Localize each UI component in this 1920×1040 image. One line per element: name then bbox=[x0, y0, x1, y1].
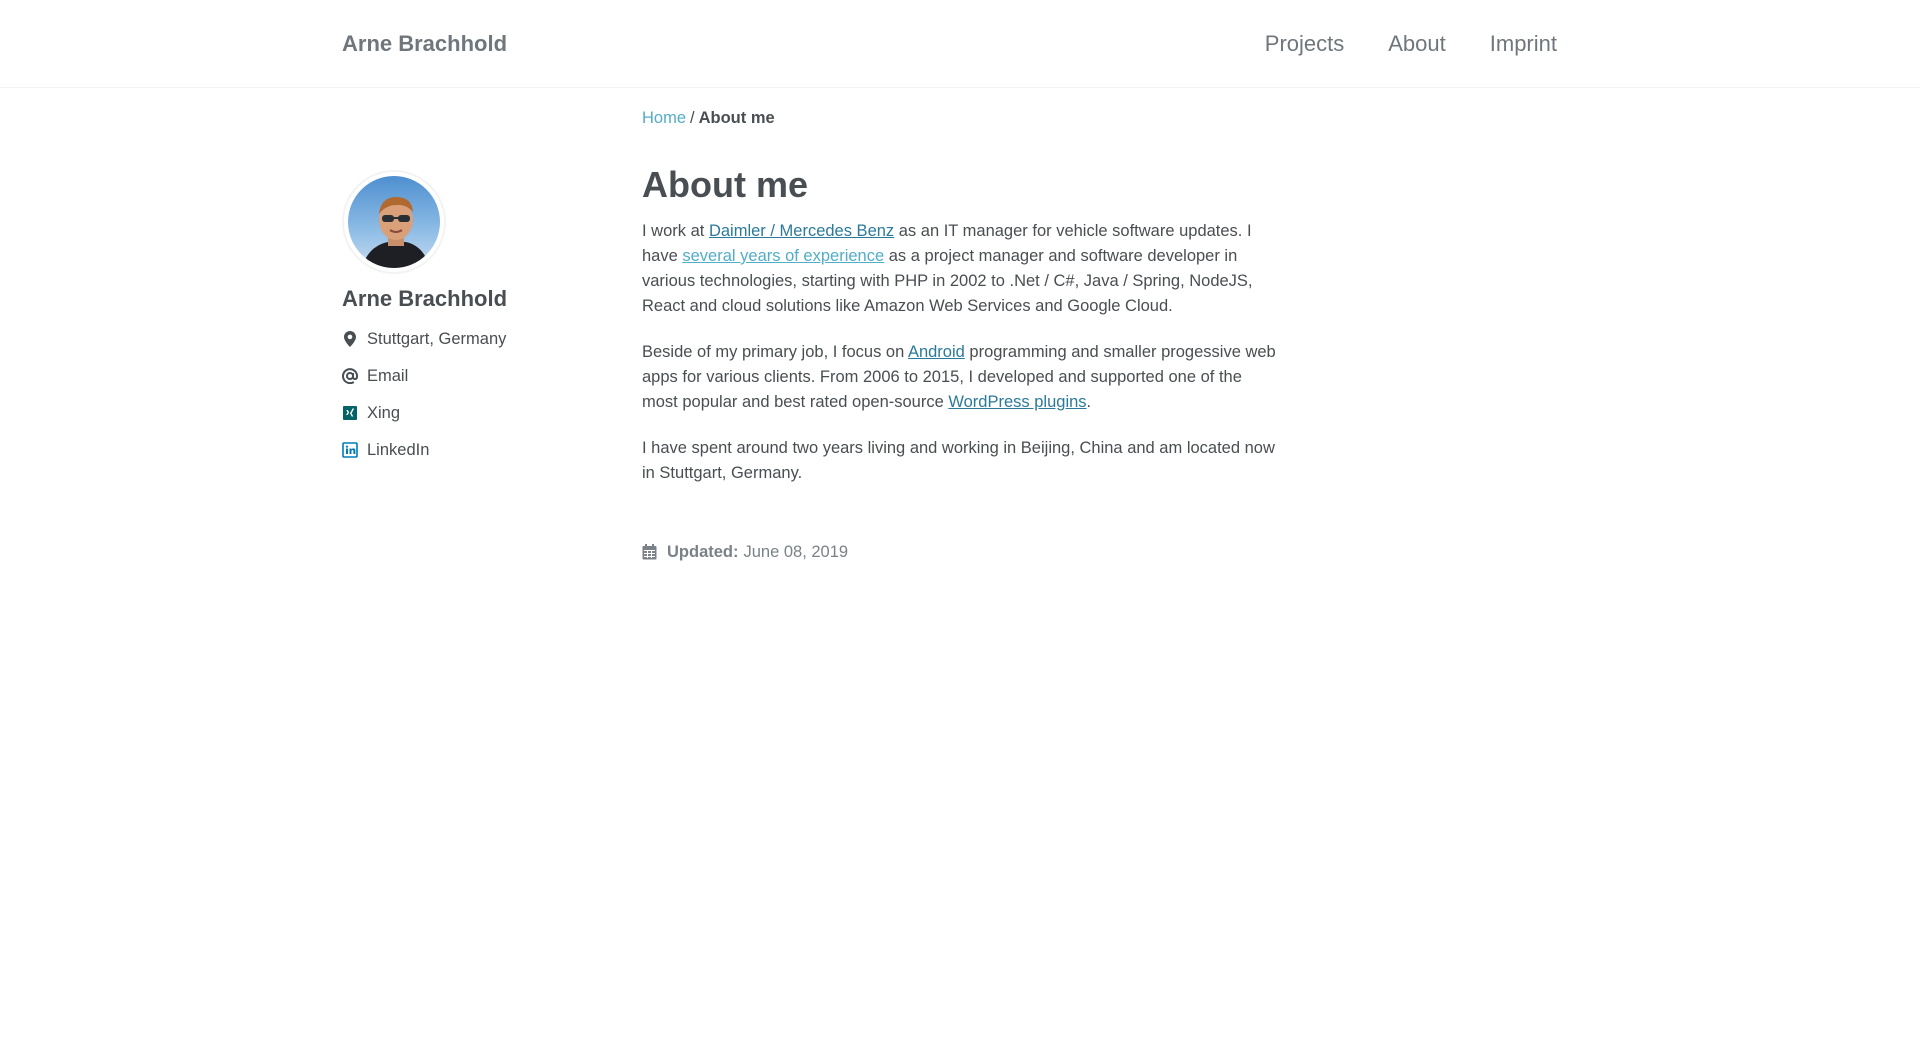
author-email-link[interactable] bbox=[342, 366, 602, 386]
author-sidebar bbox=[342, 170, 602, 477]
site-title-link[interactable]: Arne Brachhold bbox=[342, 31, 508, 56]
page-content bbox=[642, 219, 1282, 507]
wordpress-plugins-link[interactable]: WordPress plugins bbox=[948, 393, 1087, 411]
calendar-icon bbox=[642, 544, 658, 560]
nav-about[interactable]: About bbox=[1388, 31, 1446, 56]
linkedin-icon bbox=[342, 442, 358, 458]
author-xing-link[interactable] bbox=[342, 403, 602, 423]
breadcrumb-current: About me bbox=[698, 109, 775, 127]
nav-imprint[interactable]: Imprint bbox=[1489, 31, 1557, 56]
page-title: About me bbox=[642, 164, 808, 205]
paragraph-text: . bbox=[1086, 393, 1092, 411]
author-location-label: Stuttgart, Germany bbox=[367, 330, 507, 348]
paragraph-location: I have spent around two years living and working in Beijing, China and am located now in Stuttgart, Germany. bbox=[642, 439, 1275, 482]
author-email-label[interactable]: Email bbox=[367, 367, 409, 385]
avatar bbox=[342, 170, 446, 274]
paragraph-text: programming and smaller progessive web apps for various clients. From 2006 to 2015, I developed and supported one of the most popular and best rated open-source bbox=[642, 343, 1276, 411]
author-location bbox=[342, 329, 602, 349]
paragraph-text: as an IT manager for vehicle software updates. I have bbox=[642, 222, 1252, 265]
author-links bbox=[342, 329, 602, 460]
breadcrumb-separator: / bbox=[690, 109, 695, 127]
paragraph-focus bbox=[642, 340, 1282, 415]
main-nav bbox=[1265, 29, 1557, 59]
author-linkedin-label[interactable]: LinkedIn bbox=[367, 441, 430, 459]
nav-projects[interactable]: Projects bbox=[1264, 31, 1345, 56]
map-marker-icon bbox=[342, 331, 358, 347]
experience-link[interactable]: several years of experience bbox=[682, 247, 885, 265]
author-linkedin-link[interactable] bbox=[342, 440, 602, 460]
paragraph-text: as a project manager and software developer in various technologies, starting with PHP in 2002 to .Net / C#, Java / Spring, NodeJS, React and cloud solutions like Amazon Web Services and Google Cloud. bbox=[642, 247, 1253, 315]
breadcrumb-home[interactable]: Home bbox=[642, 109, 687, 127]
paragraph-text: I work at bbox=[642, 222, 709, 240]
android-link[interactable]: Android bbox=[907, 343, 965, 361]
xing-icon bbox=[342, 405, 358, 421]
at-icon bbox=[342, 368, 358, 384]
updated-label: Updated: bbox=[667, 543, 739, 561]
page-updated bbox=[642, 541, 848, 563]
author-name: Arne Brachhold bbox=[342, 286, 508, 311]
author-xing-label[interactable]: Xing bbox=[367, 404, 401, 422]
paragraph-text: Beside of my primary job, I focus on bbox=[642, 343, 908, 361]
updated-date: June 08, 2019 bbox=[743, 543, 849, 561]
breadcrumb bbox=[642, 107, 775, 129]
paragraph-work bbox=[642, 219, 1282, 319]
masthead bbox=[0, 0, 1920, 88]
profile-photo bbox=[348, 176, 440, 268]
daimler-link[interactable]: Daimler / Mercedes Benz bbox=[708, 222, 895, 240]
profile-photo-image bbox=[348, 176, 440, 268]
